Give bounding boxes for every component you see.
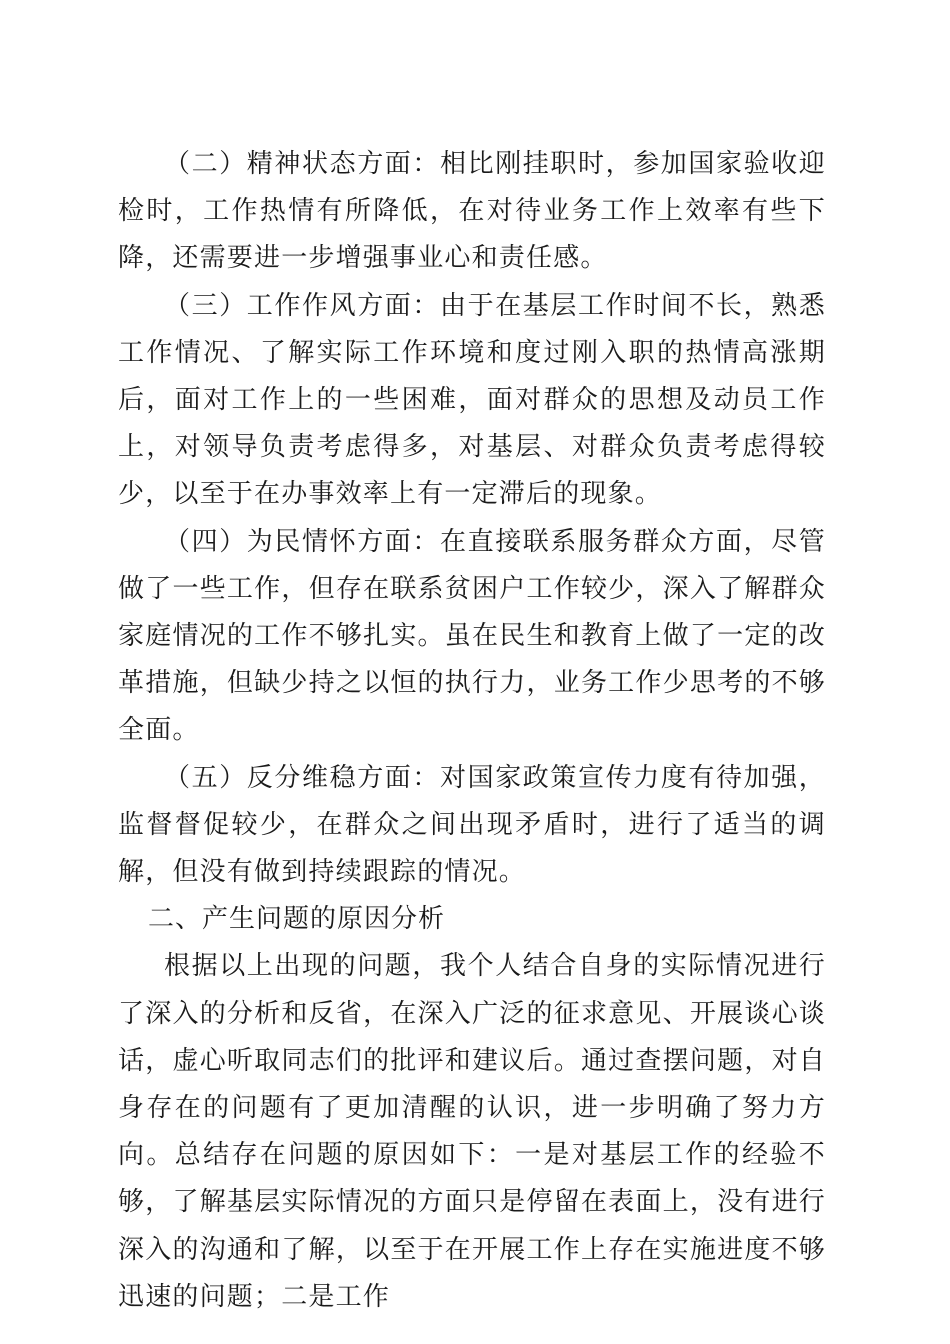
section-heading: 二、产生问题的原因分析	[148, 904, 446, 935]
paragraph-stability	[118, 755, 826, 897]
paragraph-spirit-state	[118, 141, 826, 283]
paragraph-lead: （五）反分维稳方面：	[164, 762, 440, 793]
paragraph-lead: （三）工作作风方面：	[164, 290, 440, 321]
paragraph-people-care	[118, 519, 826, 755]
paragraph-work-style	[118, 283, 826, 519]
paragraph-text: 由于在基层工作时间不长，熟悉工作情况、了解实际工作环境和度过刚入职的热情高涨期后，面对工作上的一些困难，面对群众的思想及动员工作上，对领导负责考虑得多，对基层、对群众负责考虑得较少，以至于在办事效率上有一定滞后的现象。	[118, 290, 826, 510]
paragraph-text: 相比刚挂职时，参加国家验收迎检时，工作热情有所降低，在对待业务工作上效率有些下降，还需要进一步增强事业心和责任感。	[118, 149, 826, 274]
document-body	[118, 141, 826, 1321]
paragraph-lead: （二）精神状态方面：	[164, 149, 440, 179]
paragraph-text: 对国家政策宣传力度有待加强，监督督促较少，在群众之间出现矛盾时，进行了适当的调解，但没有做到持续跟踪的情况。	[118, 762, 826, 888]
paragraph-text: 在直接联系服务群众方面，尽管做了一些工作，但存在联系贫困户工作较少，深入了解群众家庭情况的工作不够扎实。虽在民生和教育上做了一定的改革措施，但缺少持之以恒的执行力，业务工作少思考的不够全面。	[118, 526, 826, 746]
paragraph-lead: （四）为民情怀方面：	[164, 526, 440, 557]
paragraph-cause-analysis: 根据以上出现的问题，我个人结合自身的实际情况进行了深入的分析和反省，在深入广泛的征求意见、开展谈心谈话，虚心听取同志们的批评和建议后。通过查摆问题，对自身存在的问题有了更加清醒的认识，进一步明确了努力方向。总结存在问题的原因如下：一是对基层工作的经验不够，了解基层实际情况的方面只是停留在表面上，没有进行深入的沟通和了解，以至于在开展工作上存在实施进度不够迅速的问题；二是工作	[118, 951, 826, 1312]
